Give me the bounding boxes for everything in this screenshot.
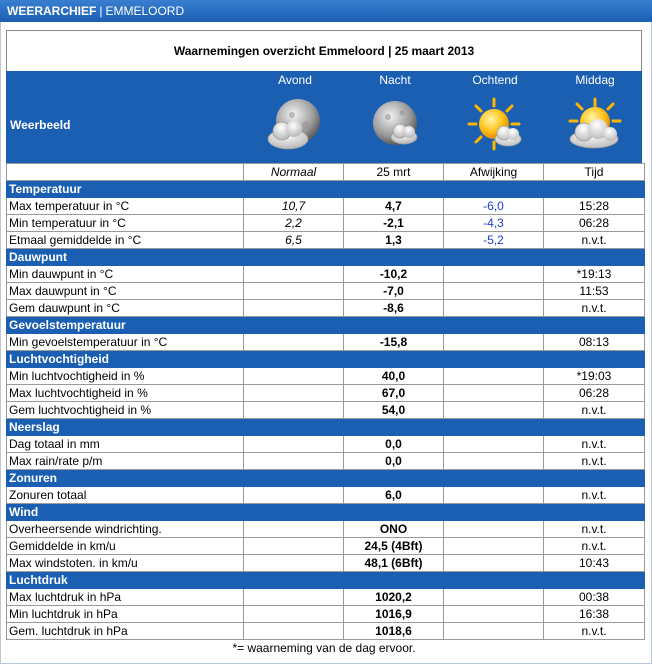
table-row	[7, 623, 645, 640]
cell-afwijking	[444, 266, 544, 283]
header-cell-label	[7, 164, 244, 181]
table-row	[7, 232, 645, 249]
observations-panel	[6, 30, 642, 655]
header-cell-afwijking: Afwijking	[444, 164, 544, 181]
weerbeeld-middag	[546, 73, 644, 155]
row-label: Max luchtvochtigheid in %	[7, 385, 244, 402]
cell-afwijking	[444, 283, 544, 300]
cell-afwijking	[444, 487, 544, 504]
section-title: Gevoelstemperatuur	[7, 317, 645, 334]
cell-tijd: n.v.t.	[544, 402, 645, 419]
cell-normaal	[244, 487, 344, 504]
cell-normaal: 6,5	[244, 232, 344, 249]
table-row	[7, 266, 645, 283]
row-label: Etmaal gemiddelde in °C	[7, 232, 244, 249]
observations-table	[6, 163, 645, 640]
row-label: Max dauwpunt in °C	[7, 283, 244, 300]
table-row	[7, 555, 645, 572]
cell-value: 0,0	[344, 436, 444, 453]
table-row	[7, 487, 645, 504]
cell-tijd: 16:38	[544, 606, 645, 623]
cell-tijd: n.v.t.	[544, 623, 645, 640]
cell-normaal	[244, 521, 344, 538]
content-frame	[0, 22, 652, 664]
row-label: Min luchtdruk in hPa	[7, 606, 244, 623]
sun-cloud-icon	[464, 97, 526, 155]
row-label: Zonuren totaal	[7, 487, 244, 504]
cell-value: 48,1 (6Bft)	[344, 555, 444, 572]
cell-afwijking	[444, 300, 544, 317]
cell-normaal	[244, 402, 344, 419]
cell-tijd: n.v.t.	[544, 232, 645, 249]
row-label: Min temperatuur in °C	[7, 215, 244, 232]
cell-afwijking	[444, 368, 544, 385]
table-row	[7, 538, 645, 555]
cell-tijd: 06:28	[544, 215, 645, 232]
section-header	[7, 181, 645, 198]
cell-normaal	[244, 538, 344, 555]
section-title: Neerslag	[7, 419, 645, 436]
section-header	[7, 351, 645, 368]
row-label: Min gevoelstemperatuur in °C	[7, 334, 244, 351]
cell-afwijking	[444, 521, 544, 538]
header-location: EMMELOORD	[105, 4, 185, 18]
table-row	[7, 283, 645, 300]
row-label: Gem dauwpunt in °C	[7, 300, 244, 317]
weerbeeld-avond	[246, 73, 344, 155]
column-header-row	[7, 164, 645, 181]
cell-afwijking	[444, 334, 544, 351]
cell-afwijking: -5,2	[444, 232, 544, 249]
cloud-moon-icon	[264, 97, 326, 155]
section-header	[7, 470, 645, 487]
cell-tijd: 00:38	[544, 589, 645, 606]
cell-normaal: 10,7	[244, 198, 344, 215]
page-title: Waarnemingen overzicht Emmeloord | 25 maart 2013	[6, 30, 642, 71]
cell-afwijking	[444, 606, 544, 623]
cell-normaal	[244, 283, 344, 300]
cell-tijd: 06:28	[544, 385, 645, 402]
cell-tijd: n.v.t.	[544, 300, 645, 317]
header-title: WEERARCHIEF	[7, 4, 97, 18]
cloud-moon-icon	[364, 97, 426, 155]
section-header	[7, 572, 645, 589]
row-label: Gem. luchtdruk in hPa	[7, 623, 244, 640]
cell-normaal	[244, 436, 344, 453]
section-title: Zonuren	[7, 470, 645, 487]
cell-normaal	[244, 368, 344, 385]
section-header	[7, 249, 645, 266]
cell-tijd: n.v.t.	[544, 521, 645, 538]
cell-afwijking	[444, 589, 544, 606]
cell-afwijking	[444, 453, 544, 470]
table-row	[7, 385, 645, 402]
weerbeeld-label: Weerbeeld	[10, 118, 71, 132]
table-row	[7, 300, 645, 317]
cell-value: 54,0	[344, 402, 444, 419]
table-row	[7, 215, 645, 232]
cell-normaal	[244, 266, 344, 283]
cell-tijd: 08:13	[544, 334, 645, 351]
cell-value: 0,0	[344, 453, 444, 470]
cell-value: -15,8	[344, 334, 444, 351]
header-bar	[0, 0, 652, 22]
row-label: Min dauwpunt in °C	[7, 266, 244, 283]
cell-tijd: n.v.t.	[544, 436, 645, 453]
footnote: *= waarneming van de dag ervoor.	[232, 641, 416, 655]
cell-normaal	[244, 589, 344, 606]
row-label: Gemiddelde in km/u	[7, 538, 244, 555]
cell-value: 24,5 (4Bft)	[344, 538, 444, 555]
table-row	[7, 436, 645, 453]
row-label: Dag totaal in mm	[7, 436, 244, 453]
cell-normaal	[244, 334, 344, 351]
weerbeeld-nacht	[346, 73, 444, 155]
sun-cloud-icon	[564, 97, 626, 155]
section-title: Temperatuur	[7, 181, 645, 198]
cell-tijd: n.v.t.	[544, 453, 645, 470]
section-title: Luchtvochtigheid	[7, 351, 645, 368]
table-row	[7, 589, 645, 606]
cell-value: 67,0	[344, 385, 444, 402]
table-row	[7, 453, 645, 470]
cell-value: 4,7	[344, 198, 444, 215]
section-title: Luchtdruk	[7, 572, 645, 589]
cell-afwijking: -4,3	[444, 215, 544, 232]
cell-value: 1018,6	[344, 623, 444, 640]
row-label: Max windstoten. in km/u	[7, 555, 244, 572]
table-row	[7, 521, 645, 538]
header-cell-tijd: Tijd	[544, 164, 645, 181]
cell-normaal	[244, 555, 344, 572]
cell-afwijking	[444, 385, 544, 402]
cell-afwijking	[444, 436, 544, 453]
cell-tijd: 10:43	[544, 555, 645, 572]
row-label: Overheersende windrichting.	[7, 521, 244, 538]
cell-value: 1016,9	[344, 606, 444, 623]
section-title: Dauwpunt	[7, 249, 645, 266]
cell-tijd: 11:53	[544, 283, 645, 300]
section-title: Wind	[7, 504, 645, 521]
row-label: Max rain/rate p/m	[7, 453, 244, 470]
cell-afwijking	[444, 555, 544, 572]
cell-tijd: 15:28	[544, 198, 645, 215]
cell-afwijking	[444, 623, 544, 640]
cell-value: 1,3	[344, 232, 444, 249]
header-cell-normaal: Normaal	[244, 164, 344, 181]
cell-normaal	[244, 606, 344, 623]
section-header	[7, 504, 645, 521]
weerbeeld-col-name: Middag	[575, 73, 615, 87]
cell-normaal: 2,2	[244, 215, 344, 232]
cell-normaal	[244, 300, 344, 317]
table-row	[7, 198, 645, 215]
cell-normaal	[244, 453, 344, 470]
header-separator: |	[99, 4, 103, 18]
cell-value: -8,6	[344, 300, 444, 317]
cell-value: ONO	[344, 521, 444, 538]
row-label: Gem luchtvochtigheid in %	[7, 402, 244, 419]
cell-normaal	[244, 385, 344, 402]
row-label: Max temperatuur in °C	[7, 198, 244, 215]
cell-afwijking: -6,0	[444, 198, 544, 215]
row-label: Min luchtvochtigheid in %	[7, 368, 244, 385]
cell-tijd: n.v.t.	[544, 487, 645, 504]
cell-value: -2,1	[344, 215, 444, 232]
cell-tijd: *19:03	[544, 368, 645, 385]
weerbeeld-col-name: Ochtend	[472, 73, 518, 87]
cell-value: 40,0	[344, 368, 444, 385]
cell-value: 1020,2	[344, 589, 444, 606]
weerbeeld-col-name: Avond	[278, 73, 312, 87]
table-row	[7, 368, 645, 385]
table-row	[7, 334, 645, 351]
section-header	[7, 317, 645, 334]
cell-tijd: n.v.t.	[544, 538, 645, 555]
cell-value: -10,2	[344, 266, 444, 283]
cell-normaal	[244, 623, 344, 640]
header-cell-date: 25 mrt	[344, 164, 444, 181]
table-row	[7, 402, 645, 419]
cell-afwijking	[444, 402, 544, 419]
cell-afwijking	[444, 538, 544, 555]
section-header	[7, 419, 645, 436]
cell-value: 6,0	[344, 487, 444, 504]
weerbeeld-col-name: Nacht	[379, 73, 411, 87]
cell-value: -7,0	[344, 283, 444, 300]
row-label: Max luchtdruk in hPa	[7, 589, 244, 606]
cell-tijd: *19:13	[544, 266, 645, 283]
weerbeeld-row	[6, 71, 642, 163]
weerbeeld-ochtend	[446, 73, 544, 155]
table-row	[7, 606, 645, 623]
